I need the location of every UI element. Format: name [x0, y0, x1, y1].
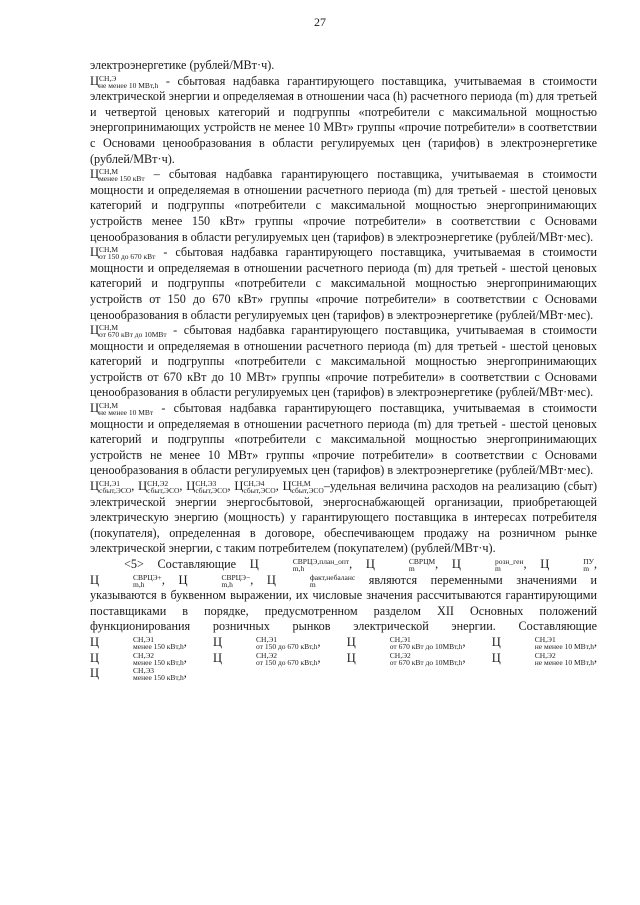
- symbol-subscript: не менее 10 МВт,h: [534, 657, 594, 667]
- symbol-superscript: факт,небаланс: [309, 572, 356, 582]
- symbol-superscript: СВРЦЭ+: [133, 572, 162, 582]
- formula-symbol: [249, 557, 350, 574]
- formula-symbol: [213, 634, 318, 652]
- symbol-superscript: СН,Э2: [389, 650, 411, 660]
- symbol-indices: [356, 636, 463, 650]
- symbol-superscript: СН,Э1: [133, 635, 155, 645]
- symbol-indices: [195, 480, 227, 494]
- dash: -: [173, 323, 178, 338]
- symbol-subscript: сбыт,ЭСО: [147, 486, 180, 496]
- formula-symbol: [540, 557, 594, 574]
- symbol-base: Ц: [346, 634, 356, 649]
- symbol-base: Ц: [90, 666, 100, 681]
- symbol-base: Ц: [138, 479, 148, 494]
- symbol-subscript: m,h: [221, 579, 233, 589]
- formula-symbol: [267, 573, 355, 587]
- symbol-subscript: от 150 до 670 кВт,h: [256, 657, 318, 667]
- formula-symbol: [491, 634, 594, 652]
- symbol-superscript: СН,Э3: [133, 666, 155, 676]
- symbol-base: Ц: [90, 634, 100, 649]
- symbol-base: Ц: [540, 557, 550, 571]
- definition-paragraph: [90, 74, 597, 168]
- symbol-indices: [99, 480, 131, 494]
- definition-paragraph: [90, 245, 597, 323]
- symbol-superscript: СН,Э1: [99, 479, 121, 489]
- formula-symbol: [186, 479, 228, 496]
- footnote-text: являются переменными значениями и указываются в буквенном выражении, их числовые значения рассчитываются гарантирующими поставщиками в порядке, предусмотренном разделом XII Основных положений функционирования розничных рынков электрической энергии. Составляющие: [90, 572, 598, 634]
- formula-symbol: Ц СН,М менее 150 кВт: [90, 167, 145, 184]
- symbol-subscript: сбыт,ЭСО: [195, 486, 228, 496]
- symbol-superscript: СН,М: [291, 479, 311, 489]
- symbol-indices: [356, 652, 463, 666]
- definition-text: сбытовая надбавка гарантирующего поставщика, учитываемая в стоимости мощности и определяемая в отношении расчетного периода (m) для третьей - шестой ценовых категорий и подгруппы «потребители с максимальной мощностью энергопринимающих устройств менее 150 кВт» группы «прочие потребители» в соответствии с Основами ценообразования в области регулируемых цен (тарифов) в электроэнергетике (рублей/МВт·мес).: [90, 167, 598, 244]
- symbol-base: Ц: [266, 572, 276, 587]
- symbol-indices: [222, 636, 317, 650]
- symbol-subscript: m: [408, 564, 415, 574]
- footnote-tail-symbol-list: Ц СН,Э1 менее 150 кВт,h , Ц СН,Э1 от 150 до 670 кВт,h , Ц СН,Э1 от 670 кВт до 10МВт,h , Ц СН,Э1 не менее 10 МВт,h , Ц СН,Э2 менее 150 кВт,h , Ц СН,Э2 от 150 до 670 кВт,h , Ц СН,Э2 от 670 кВт до 10МВт,h , Ц СН,Э2 не менее 10 МВт,h , Ц СН,Э3 менее 150 кВт,h ,: [90, 634, 598, 683]
- symbol-base: Ц: [282, 479, 292, 494]
- symbol-superscript: СН,Э4: [243, 479, 265, 489]
- symbol-superscript: розн_ген: [494, 557, 524, 567]
- formula-symbol: [90, 666, 184, 683]
- symbol-superscript: СН,Э2: [534, 650, 556, 660]
- definition-text: сбытовая надбавка гарантирующего поставщика, учитываемая в стоимости мощности и определяемая в отношении расчетного периода (m) для третьей - шестой ценовых категорий и подгруппы «потребители с максимальной мощностью энергопринимающих устройств не менее 10 МВт» группы «прочие потребители» в соответствии с Основами ценообразования в области регулируемых цен (тарифов) в электроэнергетике (рублей/МВт·мес).: [90, 401, 598, 478]
- symbol-base: Ц: [491, 650, 501, 665]
- formula-symbol: Ц СН,М от 150 до 670 кВт: [90, 245, 156, 262]
- dash: –: [153, 167, 160, 182]
- formula-symbol: [234, 479, 276, 496]
- definition-paragraph: [90, 401, 597, 479]
- footnote-lead: <5> Составляющие: [124, 557, 237, 571]
- formula-symbol: [90, 651, 184, 665]
- symbol-subscript: сбыт,ЭСО: [243, 486, 276, 496]
- symbol-superscript: ПУ: [583, 557, 594, 567]
- symbol-base: Ц: [346, 650, 356, 665]
- symbol-indices: [243, 480, 275, 494]
- symbol-indices: [99, 636, 184, 650]
- formula-symbol: [213, 651, 318, 665]
- definition-paragraph: [90, 167, 597, 245]
- symbol-indices: [375, 558, 435, 572]
- footnote-paragraph: [90, 557, 597, 682]
- dash: -: [161, 401, 166, 416]
- symbol-superscript: СН,Э2: [133, 650, 155, 660]
- symbol-subscript: m: [309, 579, 316, 589]
- formula-symbol: [282, 479, 324, 496]
- symbol-base: Ц: [213, 650, 223, 665]
- symbol-superscript: СВРЦЭ−: [221, 572, 251, 582]
- symbol-subscript: m: [494, 564, 501, 574]
- formula-symbol: [178, 573, 250, 587]
- symbol-indices: [99, 574, 162, 588]
- symbol-subscript: m,h: [133, 579, 145, 589]
- formula-symbol: [90, 573, 162, 587]
- symbol-base: Ц: [213, 634, 223, 649]
- symbol-base: Ц: [249, 557, 259, 571]
- symbol-subscript: m: [583, 564, 590, 574]
- formula-symbol: Ц СН,М от 670 кВт до 10МВт: [90, 323, 167, 340]
- sbyt-symbol-list: Ц СН,Э1 сбыт,ЭСО , Ц СН,Э2 сбыт,ЭСО , Ц СН,Э3 сбыт,ЭСО , Ц СН,Э4 сбыт,ЭСО , Ц СН,М сбыт,ЭСО: [90, 479, 324, 496]
- symbol-superscript: СВРЦЭ,план_опт: [292, 557, 350, 567]
- definition-paragraph: [90, 323, 597, 401]
- symbol-indices: [147, 480, 179, 494]
- symbol-superscript: СН,Э1: [256, 635, 278, 645]
- symbol-superscript: СН,Э2: [256, 650, 278, 660]
- sbyt-paragraph: [90, 479, 597, 557]
- definition-text: сбытовая надбавка гарантирующего поставщика, учитываемая в стоимости электрической энергии и определяемая в отношении часа (h) расчетного периода (m) для третьей и четвертой ценовых категорий и подгруппы «потребители с максимальной мощностью энергопринимающих устройств не менее 10 МВт» группы «прочие потребители» в соответствии с Основами ценообразования в области регулируемых цен (тарифов) в электроэнергетике (рублей/МВт·ч).: [90, 73, 598, 166]
- formula-symbol: [365, 557, 436, 574]
- footnote-symbol-list: Ц СВРЦЭ,план_опт m,h , Ц СВРЦМ m , Ц розн_ген m , Ц ПУ m , Ц СВРЦЭ+ m,h , Ц СВРЦЭ− m,h , Ц факт,небаланс m: [90, 557, 598, 589]
- formula-symbol: Ц СН,М не менее 10 МВт: [90, 401, 154, 418]
- symbol-base: Ц: [90, 572, 100, 587]
- definition-text: сбытовая надбавка гарантирующего поставщика, учитываемая в стоимости мощности и определяемая в отношении расчетного периода (m) для третьей - шестой ценовых категорий и подгруппы «потребители с максимальной мощностью энергопринимающих устройств от 150 до 670 кВт» группы «прочие потребители» в соответствии с Основами ценообразования в области регулируемых цен (тарифов) в электроэнергетике (рублей/МВт·мес).: [90, 245, 598, 322]
- page-number: 27: [314, 15, 326, 29]
- symbol-subscript: сбыт,ЭСО: [291, 486, 324, 496]
- symbol-subscript: от 670 кВт до 10МВт,h: [389, 657, 463, 667]
- symbol-indices: [292, 480, 324, 494]
- symbol-superscript: СН,Э1: [389, 635, 411, 645]
- formula-symbol: [138, 479, 180, 496]
- symbol-superscript: СВРЦМ: [408, 557, 436, 567]
- formula-symbol: [492, 651, 594, 665]
- symbol-superscript: СН,Э2: [147, 479, 169, 489]
- symbol-indices: [461, 558, 524, 572]
- symbol-superscript: СН,Э3: [195, 479, 217, 489]
- symbol-indices: [501, 636, 594, 650]
- symbol-subscript: от 670 кВт до 10МВт,h: [389, 642, 463, 652]
- symbol-indices: [99, 667, 184, 681]
- dash: -: [163, 245, 168, 260]
- formula-symbol: [347, 651, 463, 665]
- symbol-base: Ц: [234, 479, 244, 494]
- symbol-subscript: от 150 до 670 кВт,h: [256, 642, 318, 652]
- formula-symbol: [346, 634, 463, 652]
- sbyt-definition-text: –удельная величина расходов на реализацию (сбыт) электрической энергии энергосбытовой, энергоснабжающей организации, приобретающей электрическую энергию (мощность) у гарантирующего поставщика в интересах потребителя (покупателя), определенная в договоре, обеспечивающем продажу на розничном рынке электрической энергии, с таким потребителем (покупателем) (рублей/МВт·ч).: [90, 479, 598, 556]
- definition-text: сбытовая надбавка гарантирующего поставщика, учитываемая в стоимости мощности и определяемая в отношении расчетного периода (m) для третьей - шестой ценовых категорий и подгруппы «потребители с максимальной мощностью энергопринимающих устройств от 670 кВт до 10 МВт» группы «прочие потребители» в соответствии с Основами ценообразования в области регулируемых цен (тарифов) в электроэнергетике (рублей/МВт·мес).: [90, 323, 597, 400]
- symbol-base: Ц: [90, 479, 100, 494]
- formula-symbol: [90, 479, 132, 496]
- dash: -: [165, 73, 170, 88]
- symbol-subscript: m,h: [292, 564, 305, 574]
- symbol-base: Ц: [186, 479, 196, 494]
- symbol-subscript: менее 150 кВт,h: [133, 673, 184, 683]
- symbol-superscript: СН,Э1: [534, 635, 556, 645]
- symbol-indices: [187, 574, 250, 588]
- page-body: [90, 58, 597, 682]
- symbol-base: Ц: [90, 650, 100, 665]
- symbol-indices: [259, 558, 349, 572]
- symbol-base: Ц: [365, 557, 375, 571]
- formula-symbol: Ц СН,Э не менее 10 МВт,h: [90, 73, 159, 90]
- symbol-subscript: сбыт,ЭСО: [99, 486, 132, 496]
- symbol-indices: [501, 652, 594, 666]
- symbol-subscript: менее 150 кВт,h: [133, 642, 184, 652]
- symbol-indices: [222, 652, 317, 666]
- symbol-base: Ц: [178, 572, 188, 587]
- symbol-base: Ц: [491, 634, 501, 649]
- symbol-indices: [276, 574, 355, 588]
- formula-symbol: [90, 634, 184, 652]
- symbol-indices: [99, 652, 184, 666]
- intro-line: электроэнергетике (рублей/МВт·ч).: [90, 58, 275, 72]
- symbol-indices: [549, 558, 594, 572]
- formula-symbol: [451, 557, 524, 574]
- symbol-subscript: не менее 10 МВт,h: [534, 642, 594, 652]
- symbol-base: Ц: [451, 557, 461, 571]
- symbol-subscript: менее 150 кВт,h: [133, 657, 184, 667]
